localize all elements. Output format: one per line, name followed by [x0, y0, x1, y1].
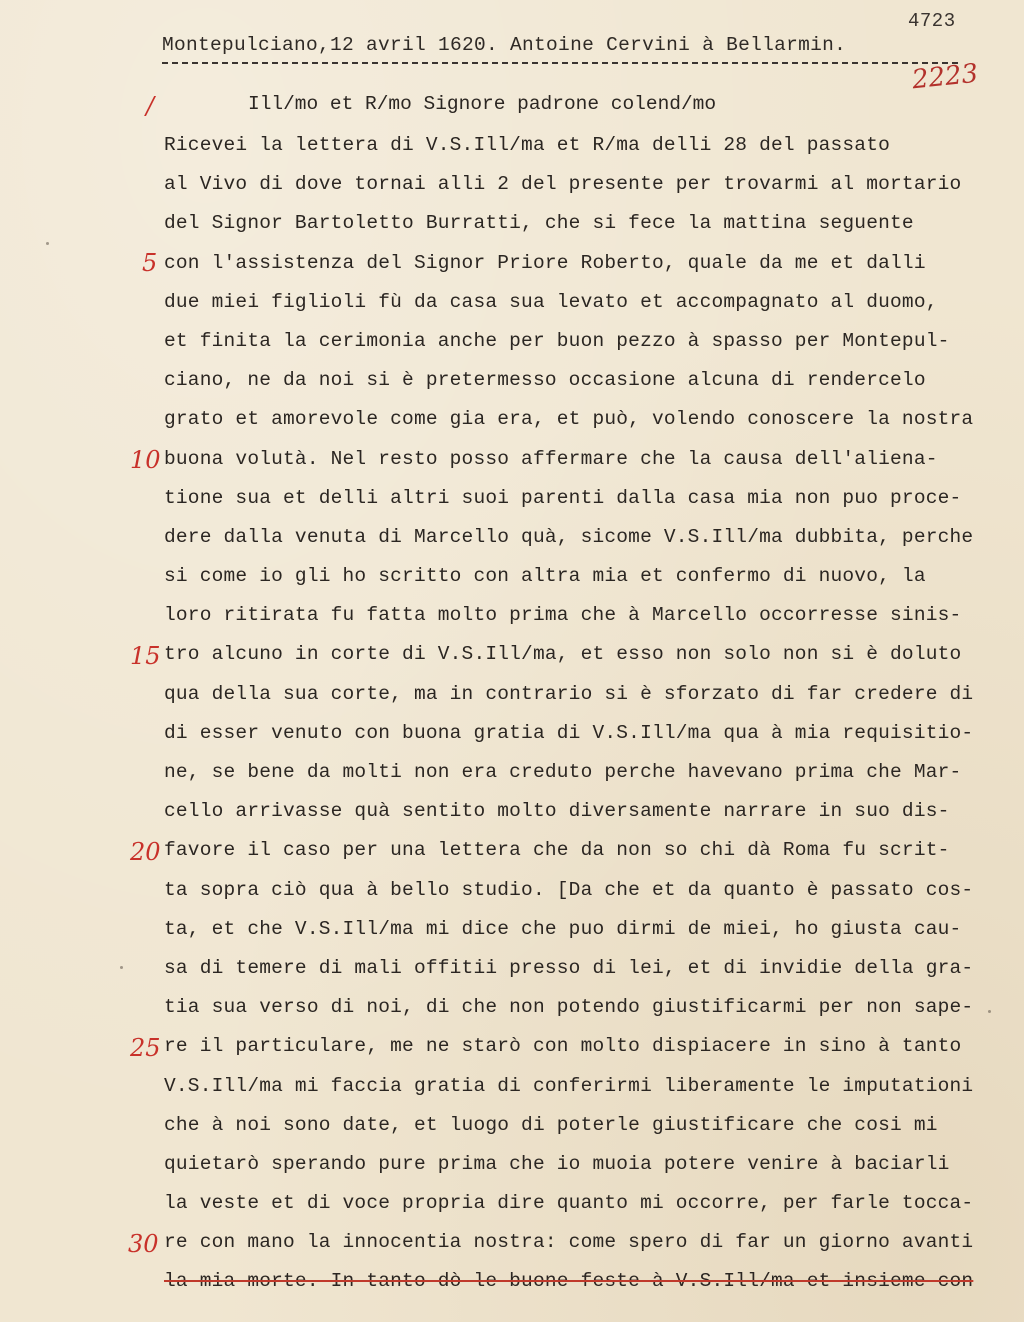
- header-underline: [162, 62, 958, 64]
- body-line-9: buona volutà. Nel resto posso affermare che la causa dell'aliena-: [164, 447, 938, 470]
- body-line-19: favore il caso per una lettera che da non so chi dà Roma fu scrit-: [164, 839, 950, 862]
- page-number: 4723: [908, 10, 956, 32]
- body-line-21: ta, et che V.S.Ill/ma mi dice che puo dirmi de miei, ho giusta cau-: [164, 917, 962, 940]
- body-line-23: tia sua verso di noi, di che non potendo giustificarmi per non sape-: [164, 996, 974, 1019]
- body-line-20: ta sopra ciò qua à bello studio. [Da che et da quanto è passato cos-: [164, 878, 974, 901]
- body-line-11: dere dalla venuta di Marcello quà, sicome V.S.Ill/ma dubbita, perche: [164, 525, 974, 548]
- letter-body: [164, 132, 994, 1308]
- body-line-15: qua della sua corte, ma in contrario si è sforzato di far credere di: [164, 682, 974, 705]
- body-line-30-struck: la mia morte. In tanto dò le buone feste à V.S.Ill/ma et insieme con: [164, 1270, 974, 1293]
- body-line-22: sa di temere di mali offitii presso di lei, et di invidie della gra-: [164, 956, 974, 979]
- body-line-5: due miei figlioli fù da casa sua levato et accompagnato al duomo,: [164, 290, 938, 313]
- body-line-12: si come io gli ho scritto con altra mia et confermo di nuovo, la: [164, 565, 926, 588]
- line-marker-15: 15: [130, 642, 161, 670]
- body-line-10: tione sua et delli altri suoi parenti dalla casa mia non puo proce-: [164, 486, 962, 509]
- paper-speck: [46, 242, 49, 245]
- body-line-18: cello arrivasse quà sentito molto diversamente narrare in suo dis-: [164, 800, 950, 823]
- line-marker-25: 25: [130, 1034, 161, 1062]
- salutation: Ill/mo et R/mo Signore padrone colend/mo: [248, 93, 717, 115]
- body-line-14: tro alcuno in corte di V.S.Ill/ma, et esso non solo non si è doluto: [164, 643, 962, 666]
- body-line-25: V.S.Ill/ma mi faccia gratia di conferirmi liberamente le imputationi: [164, 1074, 974, 1097]
- body-line-6: et finita la cerimonia anche per buon pezzo à spasso per Montepul-: [164, 329, 950, 352]
- line-marker-5: 5: [142, 249, 158, 277]
- handwritten-archive-number: 2223: [910, 58, 980, 96]
- body-line-3: del Signor Bartoletto Burratti, che si fece la mattina seguente: [164, 212, 914, 235]
- paper-speck: [120, 966, 123, 969]
- line-marker-20: 20: [130, 838, 161, 866]
- body-line-16: di esser venuto con buona gratia di V.S.Ill/ma qua à mia requisitio-: [164, 721, 974, 744]
- paper-speck: [988, 1010, 991, 1013]
- body-line-28: la veste et di voce propria dire quanto mi occorre, per farle tocca-: [164, 1192, 974, 1215]
- body-line-24: re il particulare, me ne starò con molto dispiacere in sino à tanto: [164, 1035, 962, 1058]
- body-line-4: con l'assistenza del Signor Priore Roberto, quale da me et dalli: [164, 251, 926, 274]
- body-line-2: al Vivo di dove tornai alli 2 del presente per trovarmi al mortario: [164, 173, 962, 196]
- body-line-27: quietarò sperando pure prima che io muoia potere venire à baciarli: [164, 1152, 950, 1175]
- body-line-29: re con mano la innocentia nostra: come spero di far un giorno avanti: [164, 1231, 974, 1254]
- line-marker-1: /: [146, 92, 155, 120]
- body-line-1: Ricevei la lettera di V.S.Ill/ma et R/ma delli 28 del passato: [164, 134, 891, 156]
- line-marker-30: 30: [128, 1230, 159, 1258]
- body-line-8: grato et amorevole come gia era, et può, volendo conoscere la nostra: [164, 408, 974, 431]
- body-line-7: ciano, ne da noi si è pretermesso occasione alcuna di rendercelo: [164, 369, 926, 392]
- body-line-13: loro ritirata fu fatta molto prima che à Marcello occorresse sinis-: [164, 604, 962, 627]
- body-line-26: che à noi sono date, et luogo di poterle giustificare che cosi mi: [164, 1113, 938, 1136]
- body-line-17: ne, se bene da molti non era creduto perche havevano prima che Mar-: [164, 761, 962, 783]
- document-header: Montepulciano,12 avril 1620. Antoine Cervini à Bellarmin.: [162, 34, 847, 56]
- line-marker-10: 10: [130, 446, 161, 474]
